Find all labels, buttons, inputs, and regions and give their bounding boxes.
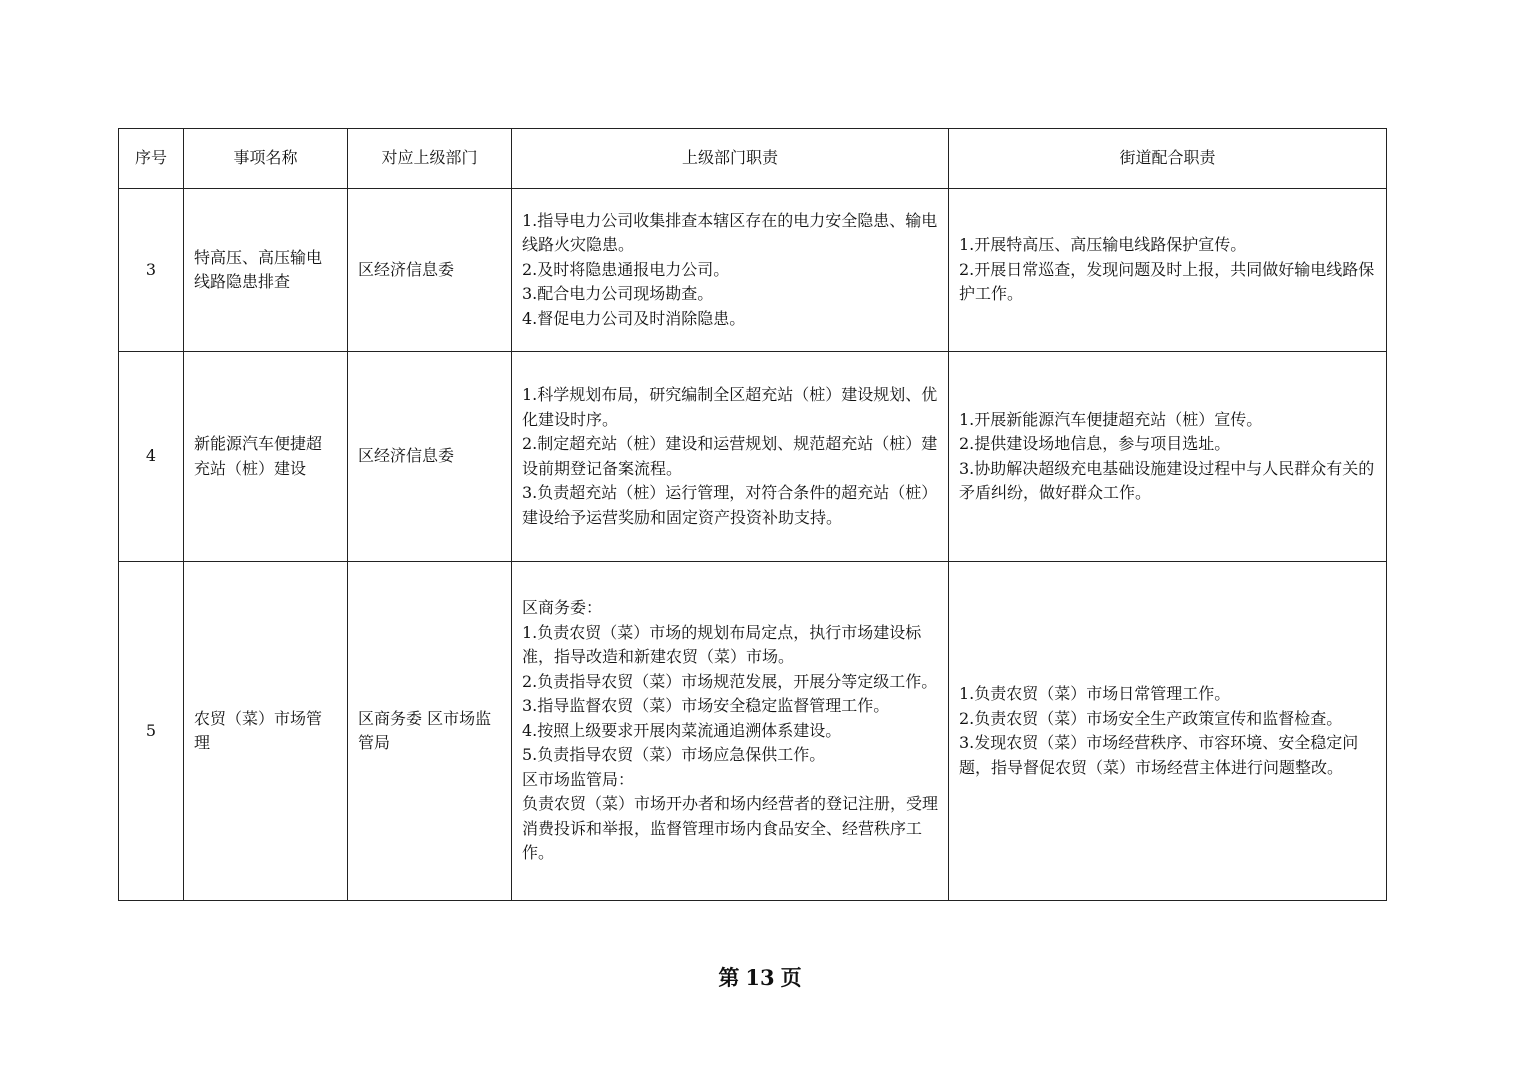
upper-dept: 区经济信息委 — [348, 189, 512, 352]
upper-duty — [512, 189, 949, 352]
item-name: 特高压、高压输电线路隐患排查 — [184, 189, 348, 352]
upper-dept: 区经济信息委 — [348, 352, 512, 562]
duty-line: 3.发现农贸（菜）市场经营秩序、市容环境、安全稳定问题，指导督促农贸（菜）市场经营主体进行问题整改。 — [959, 733, 1359, 777]
duty-line: 2.及时将隐患通报电力公司。 — [522, 259, 730, 279]
duty-line: 1.科学规划布局，研究编制全区超充站（桩）建设规划、优化建设时序。 — [522, 385, 938, 429]
duty-line: 4.按照上级要求开展肉菜流通追溯体系建设。 — [522, 720, 842, 740]
upper-dept: 区商务委 区市场监管局 — [348, 562, 512, 901]
upper-duty — [512, 352, 949, 562]
upper-duty — [512, 562, 949, 901]
duty-line: 区商务委： — [522, 598, 603, 618]
row-number: 5 — [119, 562, 184, 901]
header-item-name: 事项名称 — [184, 129, 348, 189]
duty-line: 4.督促电力公司及时消除隐患。 — [522, 308, 746, 328]
header-upper-dept: 对应上级部门 — [348, 129, 512, 189]
duty-line: 1.开展特高压、高压输电线路保护宣传。 — [959, 235, 1247, 255]
header-no: 序号 — [119, 129, 184, 189]
table-row — [119, 562, 1387, 901]
item-name: 新能源汽车便捷超充站（桩）建设 — [184, 352, 348, 562]
page-prefix: 第 — [718, 965, 740, 990]
street-duty — [949, 352, 1387, 562]
duty-line: 负责农贸（菜）市场开办者和场内经营者的登记注册，受理消费投诉和举报，监督管理市场内食品安全、经营秩序工作。 — [522, 794, 939, 863]
duty-line: 3.配合电力公司现场勘查。 — [522, 284, 714, 304]
duty-line: 1.负责农贸（菜）市场日常管理工作。 — [959, 684, 1231, 703]
duty-line: 2.负责农贸（菜）市场安全生产政策宣传和监督检查。 — [959, 708, 1343, 728]
duty-line: 3.协助解决超级充电基础设施建设过程中与人民群众有关的矛盾纠纷，做好群众工作。 — [959, 458, 1375, 502]
page-number — [0, 962, 1520, 992]
item-name: 农贸（菜）市场管理 — [184, 562, 348, 901]
duty-line: 5.负责指导农贸（菜）市场应急保供工作。 — [522, 745, 826, 765]
row-number: 4 — [119, 352, 184, 562]
duty-line: 1.负责农贸（菜）市场的规划布局定点，执行市场建设标准，指导改造和新建农贸（菜）市场。 — [522, 622, 922, 667]
duty-line: 1.开展新能源汽车便捷超充站（桩）宣传。 — [959, 409, 1263, 429]
table-header-row — [119, 129, 1387, 189]
duty-line: 3.指导监督农贸（菜）市场安全稳定监督管理工作。 — [522, 696, 890, 716]
street-duty — [949, 189, 1387, 352]
header-upper-duty: 上级部门职责 — [512, 129, 949, 189]
header-street-duty: 街道配合职责 — [949, 129, 1387, 189]
row-number: 3 — [119, 189, 184, 352]
duty-line: 2.制定超充站（桩）建设和运营规划、规范超充站（桩）建设前期登记备案流程。 — [522, 434, 938, 478]
duty-line: 3.负责超充站（桩）运行管理，对符合条件的超充站（桩）建设给予运营奖励和固定资产投资补助支持。 — [522, 483, 938, 527]
table-row — [119, 189, 1387, 352]
duty-line: 区市场监管局： — [522, 769, 635, 789]
duty-line: 2.提供建设场地信息，参与项目选址。 — [959, 434, 1231, 453]
table-row — [119, 352, 1387, 562]
page-suffix: 页 — [780, 965, 802, 990]
duty-line: 1.指导电力公司收集排查本辖区存在的电力安全隐患、输电线路火灾隐患。 — [522, 210, 938, 255]
street-duty — [949, 562, 1387, 901]
duty-line: 2.负责指导农贸（菜）市场规范发展，开展分等定级工作。 — [522, 671, 938, 691]
duty-table — [118, 128, 1387, 901]
page-value: 13 — [745, 965, 775, 990]
duty-line: 2.开展日常巡查，发现问题及时上报，共同做好输电线路保护工作。 — [959, 259, 1375, 304]
